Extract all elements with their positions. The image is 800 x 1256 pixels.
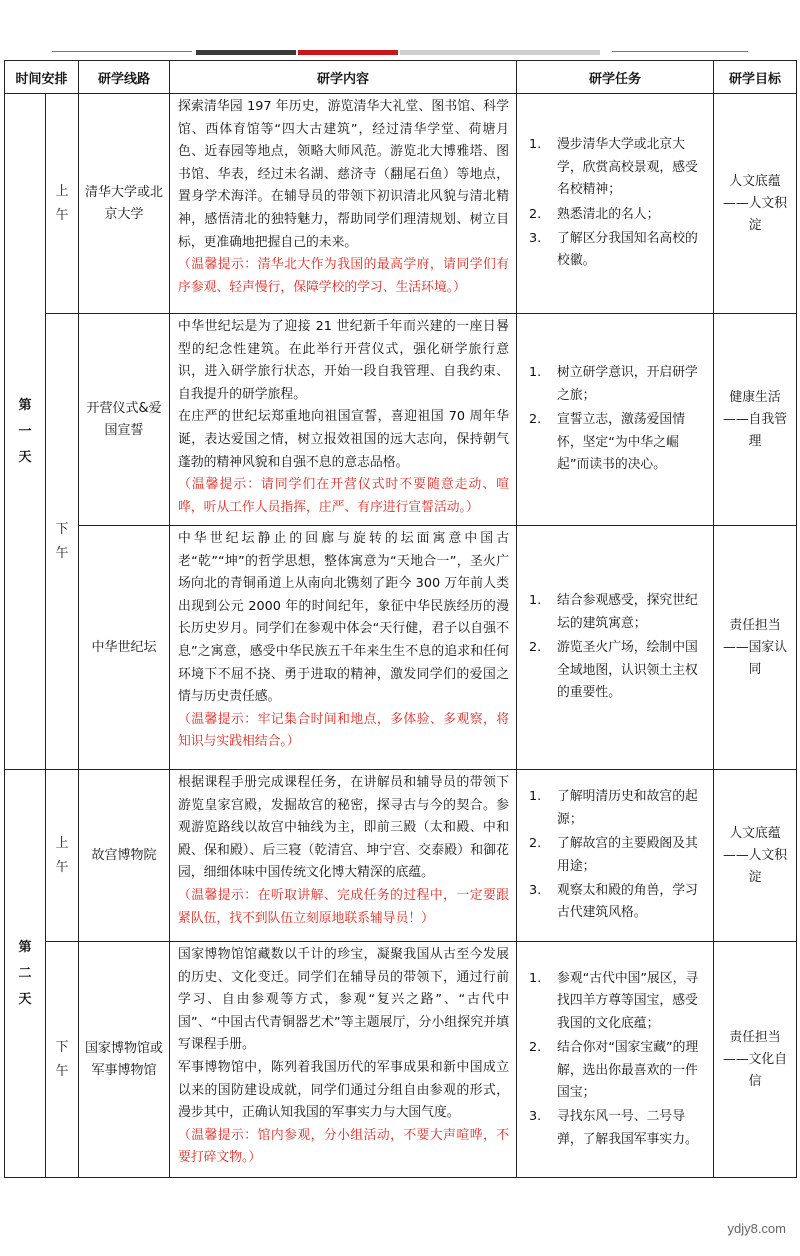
- header-goal: 研学目标: [714, 61, 797, 94]
- table-row: [5, 770, 797, 942]
- day-label: 第二天: [18, 939, 32, 1007]
- tip-text: （温馨提示：请同学们在开营仪式时不要随意走动、喧哗，听从工作人员指挥，庄严、有序进行宣誓活动。）: [178, 477, 510, 515]
- gray-bar-segment: [400, 50, 600, 55]
- day-cell: [5, 94, 46, 770]
- content-paragraph: 根据课程手册完成课程任务，在讲解员和辅导员的带领下游览皇家宫殿，发掘故宫的秘密，探寻古与今的契合。参观游览路线以故宫中轴线为主，即前三殿（太和殿、中和殿、保和殿）、后三寝（乾清宫、坤宁宫、交泰殿）和御花园，细细体味中国传统文化博大精深的底蕴。: [178, 775, 510, 881]
- goal-cell: 责任担当——文化自信: [714, 942, 797, 1178]
- table-row: [5, 94, 797, 314]
- table-row: [5, 526, 797, 770]
- tasks-cell: [517, 526, 714, 770]
- task-item: 2. 宣誓立志，激荡爱国情怀，坚定“为中华之崛起”而读书的决心。: [529, 412, 685, 473]
- half-day-cell: [46, 314, 79, 770]
- content-paragraph: 在庄严的世纪坛郑重地向祖国宣誓，喜迎祖国 70 周年华诞，表达爱国之情，树立报效祖国的远大志向，保持朝气蓬勃的精神风貌和自强不息的意志品格。: [178, 409, 510, 470]
- route-cell: 故宫博物院: [79, 770, 170, 942]
- half-day-label: 下午: [55, 521, 69, 561]
- half-day-cell: [46, 770, 79, 942]
- half-day-cell: [46, 942, 79, 1178]
- tasks-cell: [517, 314, 714, 526]
- content-cell: [170, 942, 517, 1178]
- goal-cell: 责任担当——国家认同: [714, 526, 797, 770]
- task-item: 1. 参观“古代中国”展区，寻找四羊方尊等国宝，感受我国的文化底蕴；: [529, 970, 699, 1031]
- table-row: [5, 314, 797, 526]
- content-cell: [170, 94, 517, 314]
- half-day-label: 下午: [55, 1039, 69, 1079]
- task-item: 3. 观察太和殿的角兽，学习古代建筑风格。: [529, 882, 698, 921]
- route-cell: 中华世纪坛: [79, 526, 170, 770]
- day-cell: [5, 770, 46, 1178]
- half-day-cell: [46, 94, 79, 314]
- content-paragraph: 军事博物馆中，陈列着我国历代的军事成果和新中国成立以来的国防建设成就，同学们通过分组自由参观的形式，漫步其中，正确认知我国的军事实力与大国气度。: [178, 1059, 510, 1121]
- header-content: 研学内容: [170, 61, 517, 94]
- content-cell: [170, 526, 517, 770]
- header-row: [5, 61, 797, 94]
- content-paragraph: 中华世纪坛是为了迎接 21 世纪新千年而兴建的一座日晷型的纪念性建筑。在此举行开营仪式，强化研学旅行意识，进入研学旅行状态，开始一段自我管理、自我约束、自我提升的研学旅程。: [178, 319, 510, 402]
- route-cell: 国家博物馆或军事博物馆: [79, 942, 170, 1178]
- tasks-cell: [517, 770, 714, 942]
- task-item: 1. 结合参观感受，探究世纪坛的建筑寓意；: [529, 593, 698, 631]
- tip-text: （温馨提示：清华北大作为我国的最高学府，请同学们有序参观、轻声慢行，保障学校的学习、生活环境。）: [178, 257, 510, 295]
- red-bar-segment: [298, 50, 398, 55]
- content-paragraph: 探索清华园 197 年历史，游览清华大礼堂、图书馆、科学馆、西体育馆等“四大古建筑”，经过清华学堂、荷塘月色、近春园等地点，领略大师风范。游览北大博雅塔、图书馆、华表，经过未名湖、慈济寺（翻尾石鱼）等地点，置身学术海洋。在辅导员的带领下初识清北风貌与清北精神，感悟清北的独特魅力，帮助同学们理清规划、树立目标，更准确地把握自己的未来。: [178, 99, 510, 250]
- goal-cell: 健康生活——自我管理: [714, 314, 797, 526]
- header-tasks: 研学任务: [517, 61, 714, 94]
- goal-cell: 人文底蕴——人文积淀: [714, 94, 797, 314]
- task-item: 2. 熟悉清北的名人；: [529, 206, 660, 222]
- header-time: 时间安排: [5, 61, 79, 94]
- task-item: 3. 寻找东风一号、二号导弹，了解我国军事实力。: [529, 1109, 698, 1147]
- task-item: 2. 结合你对“国家宝藏”的理解，选出你最喜欢的一件国宝；: [529, 1040, 699, 1100]
- tasks-cell: [517, 94, 714, 314]
- route-cell: 清华大学或北京大学: [79, 94, 170, 314]
- content-paragraph: 国家博物馆馆藏数以千计的珍宝，凝聚我国从古至今发展的历史、文化变迁。同学们在辅导员的带领下，通过行前学习、自由参观等方式，参观“复兴之路”、“古代中国”、“中国古代青铜器艺术”等主题展厅，分小组探究并填写课程手册。: [178, 947, 510, 1053]
- content-cell: [170, 770, 517, 942]
- tip-text: （温馨提示：馆内参观，分小组活动，不要大声喧哗，不要打碎文物。）: [178, 1127, 510, 1166]
- task-item: 3. 了解区分我国知名高校的校徽。: [529, 230, 698, 269]
- goal-cell: 人文底蕴——人文积淀: [714, 770, 797, 942]
- half-day-label: 上午: [55, 835, 69, 875]
- footer-watermark: ydjy8.com: [727, 1221, 786, 1236]
- header-route: 研学线路: [79, 61, 170, 94]
- tip-text: （温馨提示：在听取讲解、完成任务的过程中，一定要跟紧队伍，找不到队伍立刻原地联系辅导员！）: [178, 887, 510, 926]
- task-item: 2. 了解故宫的主要殿阁及其用途；: [529, 836, 698, 874]
- day-label: 第一天: [18, 397, 32, 465]
- dark-bar-segment: [196, 50, 296, 55]
- top-decoration-bar: [0, 48, 800, 60]
- tip-text: （温馨提示：牢记集合时间和地点，多体验、多观察，将知识与实践相结合。）: [178, 711, 510, 750]
- divider-line: [612, 51, 748, 52]
- content-cell: [170, 314, 517, 526]
- divider-line: [52, 51, 192, 52]
- tasks-cell: [517, 942, 714, 1178]
- task-item: 1. 了解明清历史和故宫的起源；: [529, 789, 698, 827]
- table-row: [5, 942, 797, 1178]
- content-paragraph: 中华世纪坛静止的回廊与旋转的坛面寓意中国古老“乾”“坤”的哲学思想，整体寓意为“天地合一”，圣火广场向北的青铜甬道上从南向北镌刻了距今 300 万年前人类出现到公元 2000 年的时间纪年，象征中华民族经历的漫长历史岁月。同学们在参观中体会“天行健，君子以自强不息”之寓意，感受中华民族五千年来生生不息的追求和任何环境下不屈不挠、勇于进取的精神，激发同学们的爱国之情与历史责任感。: [178, 531, 510, 705]
- task-item: 1. 漫步清华大学或北京大学，欣赏高校景观，感受名校精神；: [529, 137, 698, 198]
- task-item: 1. 树立研学意识，开启研学之旅；: [529, 365, 698, 403]
- task-item: 2. 游览圣火广场，绘制中国全域地图，认识领土主权的重要性。: [529, 640, 698, 701]
- route-cell: 开营仪式&爱国宣誓: [79, 314, 170, 526]
- half-day-label: 上午: [55, 183, 69, 223]
- itinerary-table: [4, 60, 797, 1178]
